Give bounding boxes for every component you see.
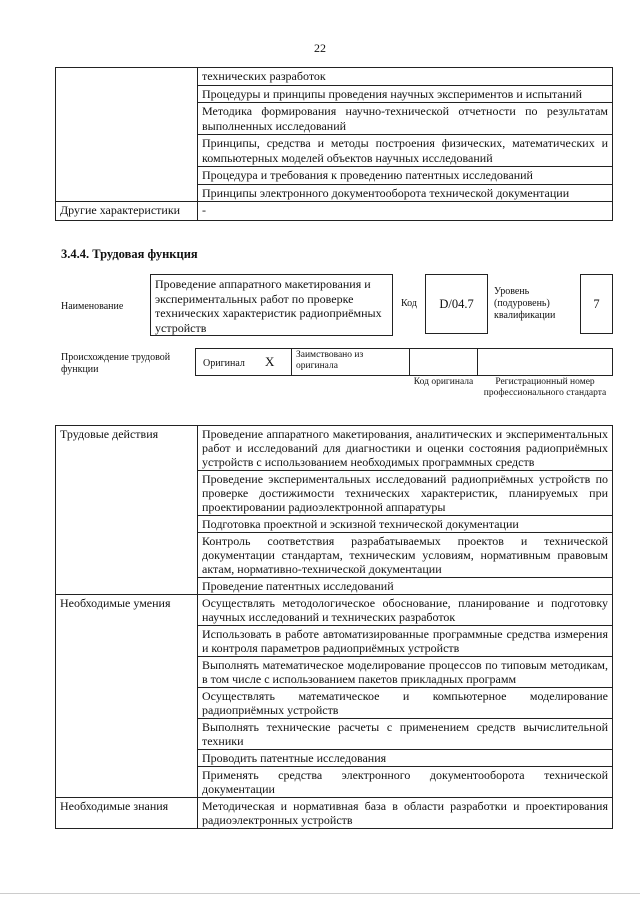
knowledge-item: Принципы электронного документооборота технической документации	[198, 184, 613, 202]
empty-label-cell	[56, 68, 198, 202]
labor-action: Проведение экспериментальных исследований радиоприёмных устройств по проверке достижимости технических характеристик, планируемых при проектировании радиоэлектронной аппаратуры	[198, 471, 613, 516]
reg-number-cell	[477, 348, 613, 376]
skills-label: Необходимые умения	[56, 595, 198, 798]
skill-item: Использовать в работе автоматизированные программные средства измерения и контроля параметров радиоприёмных устройств	[198, 626, 613, 657]
skill-item: Выполнять технические расчеты с применением средств вычислительной техники	[198, 719, 613, 750]
borrowed-cell	[291, 348, 410, 376]
code-label: Код	[401, 298, 417, 309]
original-mark: X	[265, 354, 275, 369]
skill-item: Выполнять математическое моделирование процессов по типовым методикам, в том числе с использованием пакетов прикладных программ	[198, 657, 613, 688]
skill-item: Осуществлять математическое и компьютерное моделирование радиоприёмных устройств	[198, 688, 613, 719]
original-label: Оригинал	[203, 358, 245, 369]
code-value: D/04.7	[439, 297, 474, 311]
knowledge-item: технических разработок	[198, 68, 613, 86]
knowledge-item: Принципы, средства и методы построения физических, математических и компьютерных моделей объектов научных исследований	[198, 135, 613, 167]
origin-label: Происхождение трудовой функции	[61, 352, 171, 375]
skill-item: Проводить патентные исследования	[198, 750, 613, 767]
name-label: Наименование	[61, 301, 124, 312]
knowledge-item: Процедуры и принципы проведения научных экспериментов и испытаний	[198, 85, 613, 103]
knowledge-item: Методика формирования научно-технической отчетности по результатам выполненных исследований	[198, 103, 613, 135]
level-label: Уровень (подуровень) квалификации	[494, 286, 556, 321]
page-number: 22	[314, 41, 326, 55]
labor-function-table	[55, 425, 613, 829]
reg-number-caption: Регистрационный номер профессионального стандарта	[483, 377, 607, 398]
name-value-box	[150, 274, 393, 336]
continued-knowledge-table	[55, 67, 613, 221]
labor-action: Подготовка проектной и эскизной технической документации	[198, 516, 613, 533]
labor-action: Проведение патентных исследований	[198, 578, 613, 595]
skill-item: Применять средства электронного документооборота технической документации	[198, 767, 613, 798]
code-original-cell	[409, 348, 478, 376]
skill-item: Осуществлять методологическое обоснование, планирование и подготовку научных исследований и технических разработок	[198, 595, 613, 626]
function-name: Проведение аппаратного макетирования и экспериментальных работ по проверке технических характеристик радиоприёмных устройств	[155, 277, 382, 335]
other-characteristics-value: -	[198, 202, 613, 221]
labor-actions-label: Трудовые действия	[56, 426, 198, 595]
labor-action: Контроль соответствия разрабатываемых проектов и технической документации стандартам, техническим условиям, нормативным правовым актам, нормативно-технической документации	[198, 533, 613, 578]
section-heading: 3.4.4. Трудовая функция	[61, 247, 198, 261]
bottom-divider	[0, 893, 640, 894]
code-original-caption: Код оригинала	[413, 377, 474, 387]
knowledge-item: Методическая и нормативная база в области разработки и проектирования радиоэлектронных устройств	[198, 798, 613, 829]
other-characteristics-label: Другие характеристики	[56, 202, 198, 221]
level-value: 7	[593, 297, 600, 311]
borrowed-label: Заимствовано из оригинала	[296, 350, 364, 371]
knowledge-label: Необходимые знания	[56, 798, 198, 829]
original-cell	[195, 348, 292, 376]
knowledge-item: Процедура и требования к проведению патентных исследований	[198, 167, 613, 185]
level-value-box	[580, 274, 613, 334]
code-value-box	[425, 274, 488, 334]
labor-action: Проведение аппаратного макетирования, аналитических и экспериментальных работ и исследований для диагностики и оценки состояния радиоприёмных устройств с использованием необходимых программных средств	[198, 426, 613, 471]
